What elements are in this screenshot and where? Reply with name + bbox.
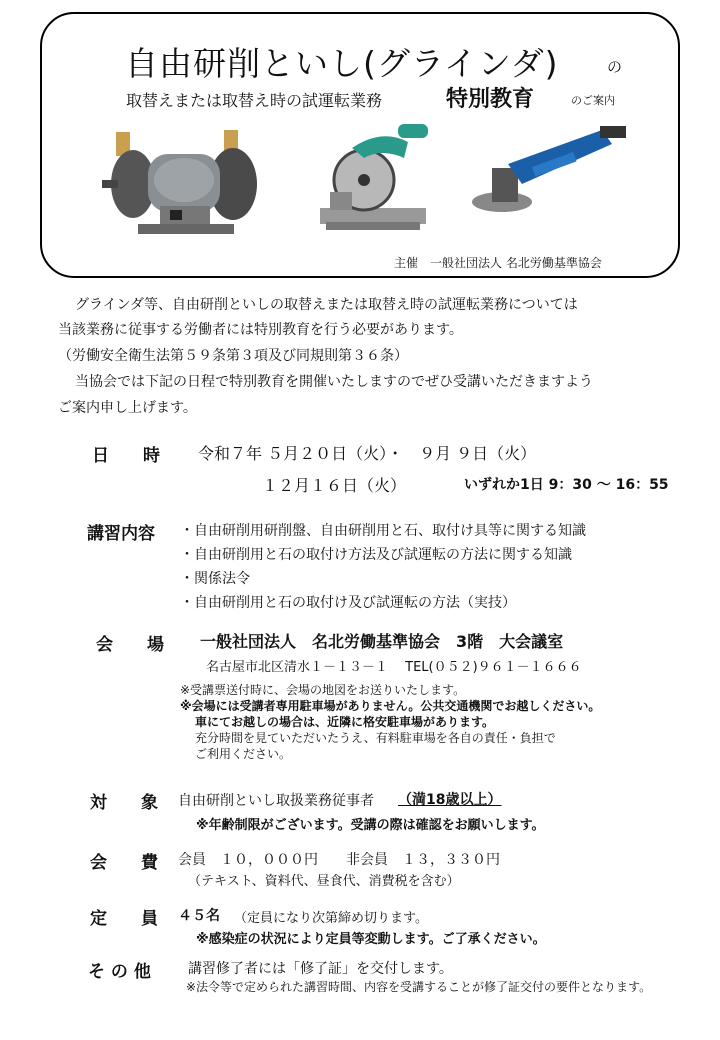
venue-note: 充分時間を見ていただいたうえ、有料駐車場を各自の責任・負担で [195, 731, 556, 745]
subtitle-emphasis: 特別教育 [446, 87, 535, 112]
content-item: ・自由研削用研削盤、自由研削用と石、取付け具等に関する知識 [180, 523, 586, 539]
content-label: 講習内容 [87, 524, 155, 544]
venue-note: 車にてお越しの場合は、近隣に格安駐車場があります。 [195, 715, 495, 729]
content-item: ・関係法令 [180, 571, 250, 587]
angle-grinder-image [462, 124, 632, 234]
title-suffix: の [607, 58, 623, 76]
bench-grinder-image [98, 122, 268, 242]
fee-note: （テキスト、資料代、昼食代、消費税を含む） [188, 874, 460, 889]
intro-line: グラインダ等、自由研削といしの取替えまたは取替え時の試運転業務については [75, 297, 578, 313]
venue-note: ※会場には受講者専用駐車場がありません。公共交通機関でお越しください。 [180, 699, 601, 713]
capacity-label: 定 員 [90, 909, 158, 929]
schedule-time: いずれか1日 9：30 ～ 16：55 [464, 477, 669, 493]
venue-note: ご利用ください。 [195, 747, 292, 761]
capacity-note: ※感染症の状況により定員等変動します。ご了承ください。 [196, 932, 546, 947]
organizer: 主催 一般社団法人 名北労働基準協会 [394, 256, 602, 270]
target-note: ※年齢制限がございます。受講の際は確認をお願いします。 [196, 818, 545, 833]
schedule-line1: 令和７年 ５月２０日（火）・ ９月 ９日（火） [198, 444, 537, 463]
fee-text: 会員 １０，０００円 非会員 １３，３３０円 [178, 852, 500, 868]
other-text: 講習修了者には「修了証」を交付します。 [188, 961, 453, 977]
content-item: ・自由研削用と石の取付け及び試運転の方法（実技） [180, 595, 516, 611]
target-age: （満18歳以上） [398, 792, 502, 808]
target-label: 対 象 [90, 793, 158, 813]
intro-line: ご案内申し上げます。 [58, 400, 197, 416]
schedule-label: 日 時 [92, 446, 160, 466]
fee-label: 会 費 [90, 853, 158, 873]
cutoff-saw-image [312, 118, 442, 242]
venue-address: 名古屋市北区清水１－１３－１ TEL(０５２)９６１－１６６６ [206, 660, 582, 675]
subtitle-suffix: のご案内 [571, 94, 615, 107]
capacity-count: ４５名 [178, 908, 220, 924]
venue-name: 一般社団法人 名北労働基準協会 3階 大会議室 [200, 632, 564, 651]
subtitle: 取替えまたは取替え時の試運転業務 [126, 91, 383, 110]
content-item: ・自由研削用と石の取付け方法及び試運転の方法に関する知識 [180, 547, 572, 563]
other-note: ※法令等で定められた講習時間、内容を受講することが修了証交付の要件となります。 [186, 980, 652, 994]
target-text: 自由研削といし取扱業務従事者 [178, 793, 374, 809]
intro-line: 当該業務に従事する労働者には特別教育を行う必要があります。 [58, 322, 463, 338]
venue-label: 会 場 [96, 635, 164, 655]
venue-note: ※受講票送付時に、会場の地図をお送りいたします。 [180, 683, 466, 697]
intro-line: （労働安全衛生法第５９条第３項及び同規則第３６条） [58, 348, 408, 364]
schedule-line2: １２月１６日（火） [262, 476, 407, 495]
intro-line: 当協会では下記の日程で特別教育を開催いたしますのでぜひ受講いただきますよう [75, 374, 593, 390]
other-label: そ の 他 [88, 962, 151, 982]
title-main: 自由研削といし(グラインダ) [125, 44, 559, 83]
capacity-text: （定員になり次第締め切ります。 [234, 911, 428, 926]
